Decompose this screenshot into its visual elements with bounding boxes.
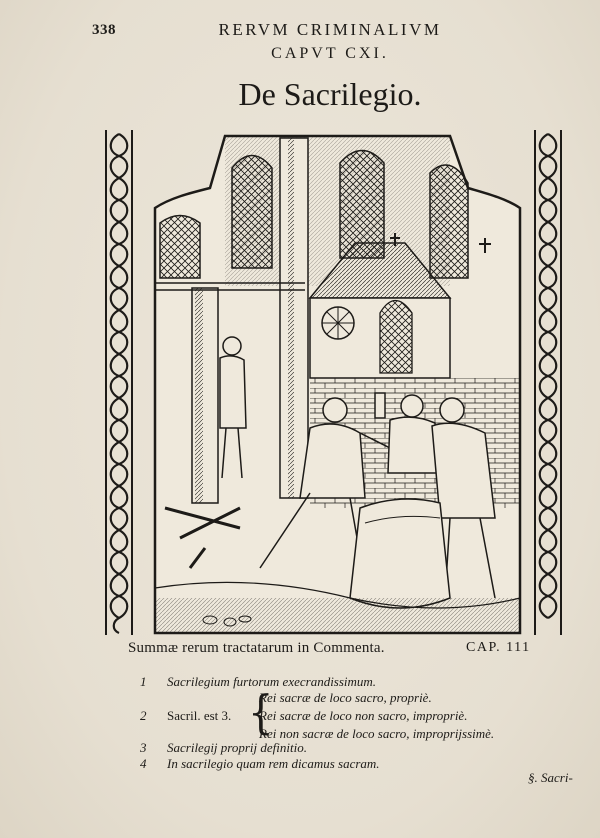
item-number: 3	[140, 740, 147, 755]
contents-item: Sacrilegium furtorum execrandissimum.	[167, 674, 377, 689]
summary-heading: Summæ rerum tractatarum in Commenta.	[128, 640, 385, 656]
ornamental-border-right	[533, 130, 563, 635]
item-number: 2	[140, 708, 147, 723]
contents-item: Sacrilegij proprij definitio.	[167, 740, 307, 755]
chapter-label: CAP. 111	[466, 640, 531, 655]
contents-item-label: Sacril. est 3.	[167, 708, 232, 723]
page-number: 338	[92, 22, 116, 38]
chapter-heading: CAPVT CXI.	[271, 45, 389, 62]
contents-subitem: Rei sacræ de loco non sacro, impropriè.	[259, 708, 468, 723]
item-number: 4	[140, 756, 147, 771]
catchword: §. Sacri-	[528, 770, 573, 785]
contents-subitem: Rei sacræ de loco sacro, propriè.	[259, 690, 432, 705]
woodcut-illustration	[150, 128, 525, 638]
contents-subitem: Rei non sacræ de loco sacro, improprijssimè.	[259, 726, 495, 741]
ornamental-border-left	[104, 130, 134, 635]
contents-item: In sacrilegio quam rem dicamus sacram.	[167, 756, 380, 771]
brace-symbol: {	[248, 686, 274, 740]
item-number: 1	[140, 674, 147, 689]
running-title: RERVM CRIMINALIVM	[218, 20, 442, 39]
page-title: De Sacrilegio.	[238, 76, 422, 112]
